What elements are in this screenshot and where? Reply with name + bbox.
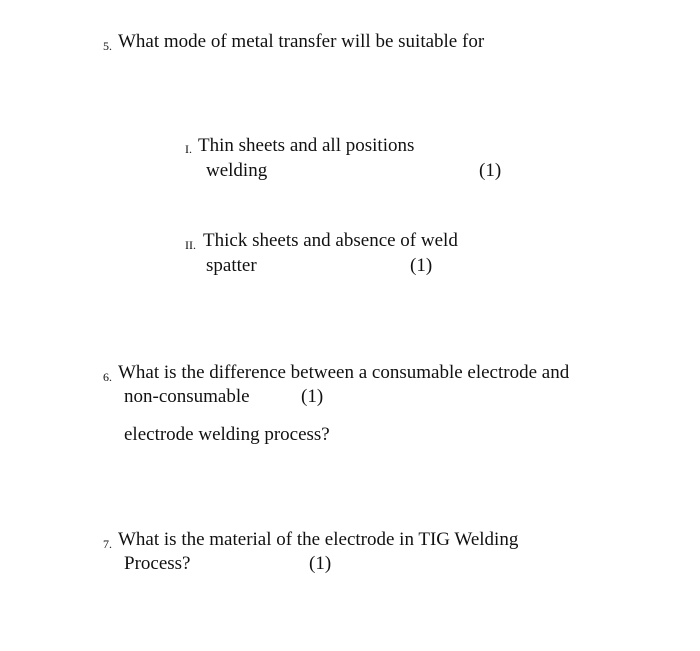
question-7-marks: (1) [309,553,332,574]
question-7-number: 7. [103,537,112,551]
part-2-line-1: Thick sheets and absence of weld [203,230,458,251]
question-7-line-1: What is the material of the electrode in TIG Welding [118,529,519,550]
question-6-line-2: non-consumable [124,386,250,407]
question-5-text: What mode of metal transfer will be suitable for [118,31,485,52]
part-2-numeral: II. [185,238,196,252]
part-1-numeral: I. [185,142,192,156]
part-1-line-2: welding [206,160,268,181]
question-6-marks: (1) [301,386,324,407]
part-1-marks: (1) [479,160,502,181]
question-7-line-2: Process? [124,553,191,574]
question-6-number: 6. [103,370,112,384]
question-5-number: 5. [103,39,112,53]
question-6-line-1: What is the difference between a consumable electrode and [118,362,570,383]
question-6-line-3: electrode welding process? [124,424,330,445]
part-1-line-1: Thin sheets and all positions [198,135,415,156]
part-2-marks: (1) [410,255,433,276]
part-2-line-2: spatter [206,255,257,276]
